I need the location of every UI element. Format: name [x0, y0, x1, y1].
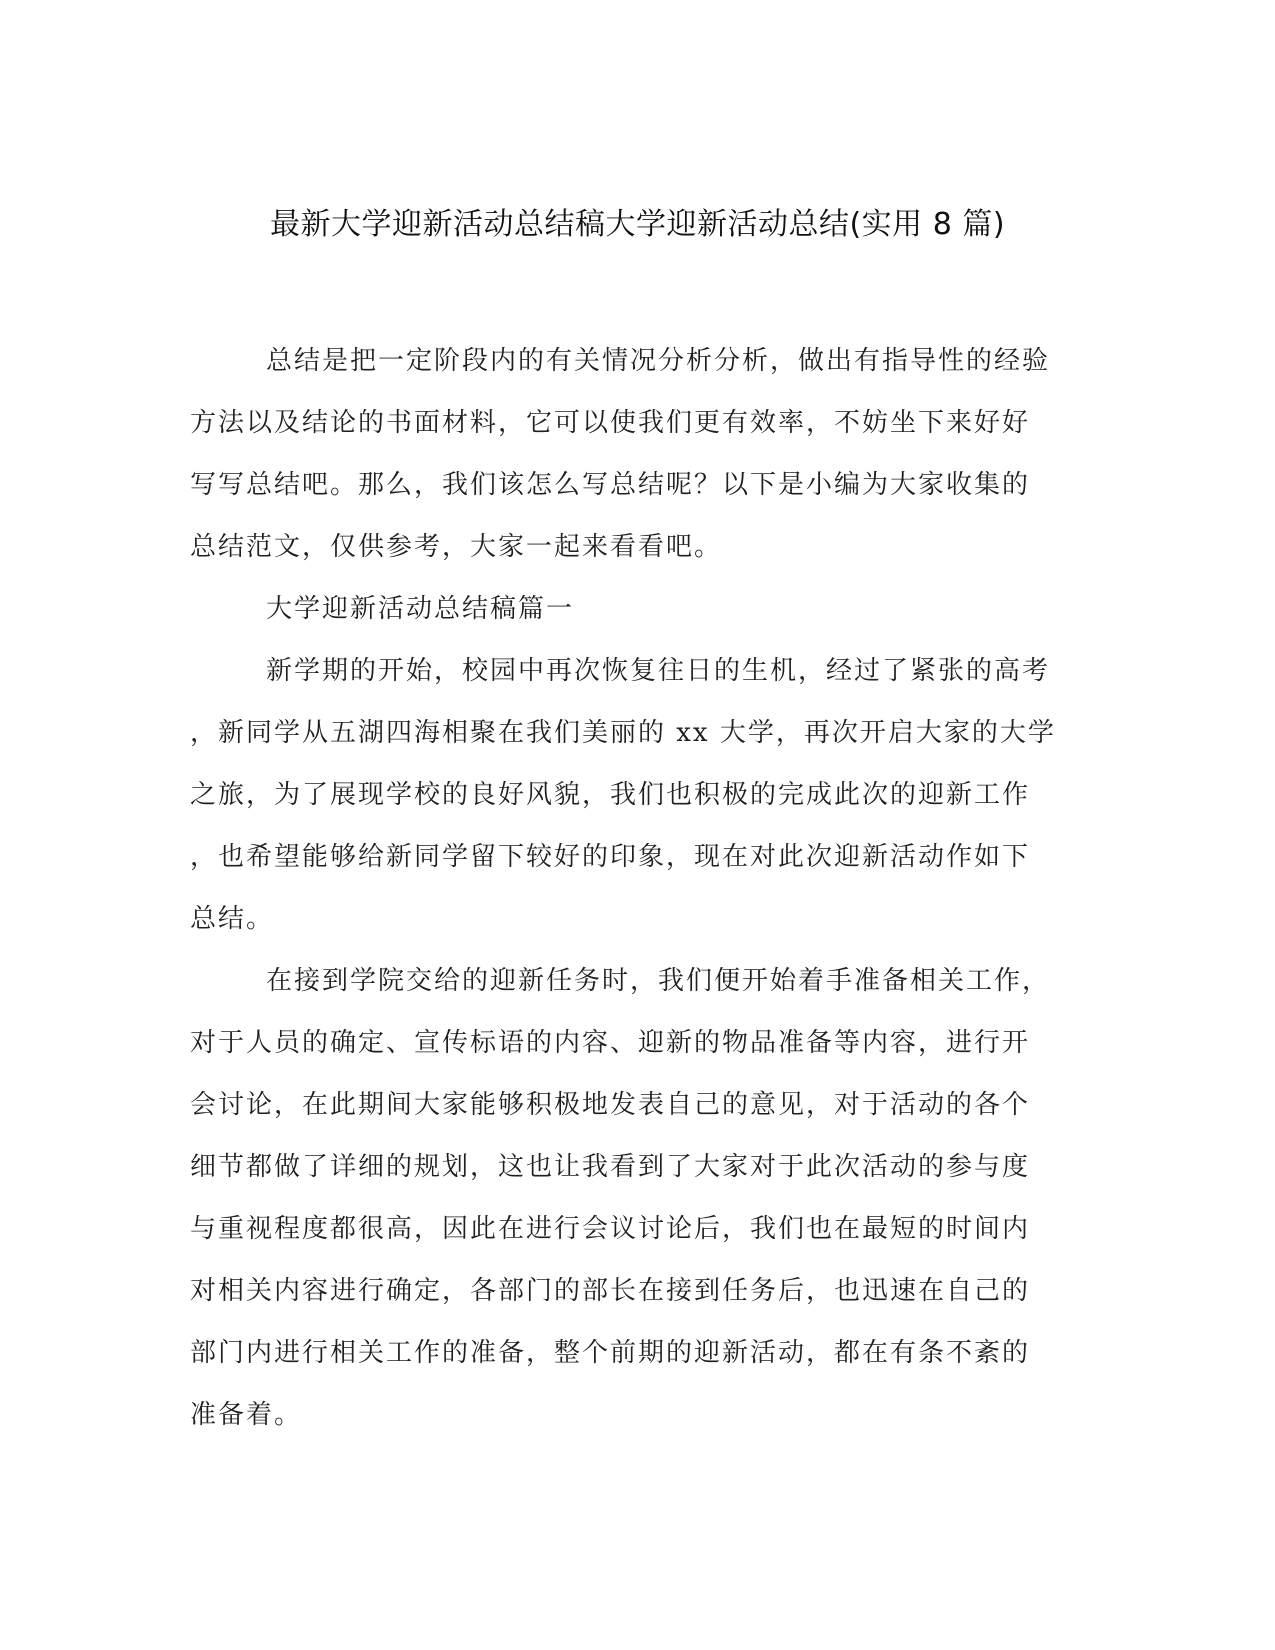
paragraph-line: ，新同学从五湖四海相聚在我们美丽的 xx 大学，再次开启大家的大学 [190, 718, 1056, 748]
section-heading [190, 578, 1070, 640]
paragraph-line: 之旅，为了展现学校的良好风貌，我们也积极的完成此次的迎新工作 [190, 780, 1031, 810]
document-title: 最新大学迎新活动总结稿大学迎新活动总结(实用 8 篇) [269, 207, 1006, 242]
paragraph-intro [190, 330, 1070, 578]
paragraph-line: 会讨论，在此期间大家能够积极地发表自己的意见，对于活动的各个 [190, 1090, 1031, 1120]
paragraph-line: 部门内进行相关工作的准备，整个前期的迎新活动，都在有条不紊的 [190, 1338, 1031, 1368]
paragraph-line: 新学期的开始，校园中再次恢复往日的生机，经过了紧张的高考 [266, 656, 1051, 686]
paragraph-line: 写写总结吧。那么，我们该怎么写总结呢？以下是小编为大家收集的 [190, 470, 1031, 500]
paragraph-preparation [190, 950, 1070, 1446]
paragraph-line: 总结是把一定阶段内的有关情况分析分析，做出有指导性的经验 [266, 346, 1051, 376]
paragraph-line: 总结。 [190, 904, 275, 934]
paragraph-line: 与重视程度都很高，因此在进行会议讨论后，我们也在最短的时间内 [190, 1214, 1031, 1244]
section-heading-text: 大学迎新活动总结稿篇一 [266, 594, 575, 624]
paragraph-line: 细节都做了详细的规划，这也让我看到了大家对于此次活动的参与度 [190, 1152, 1031, 1182]
document-body [190, 330, 1070, 1446]
paragraph-line: 对于人员的确定、宣传标语的内容、迎新的物品准备等内容，进行开 [190, 1028, 1031, 1058]
paragraph-line: ，也希望能够给新同学留下较好的印象，现在对此次迎新活动作如下 [190, 842, 1031, 872]
paragraph-line: 方法以及结论的书面材料，它可以使我们更有效率，不妨坐下来好好 [190, 408, 1031, 438]
paragraph-line: 准备着。 [190, 1400, 303, 1430]
paragraph-line: 在接到学院交给的迎新任务时，我们便开始着手准备相关工作， [266, 966, 1051, 996]
paragraph-line: 对相关内容进行确定，各部门的部长在接到任务后，也迅速在自己的 [190, 1276, 1031, 1306]
paragraph-line: 总结范文，仅供参考，大家一起来看看吧。 [190, 532, 723, 562]
paragraph-opening [190, 640, 1070, 950]
